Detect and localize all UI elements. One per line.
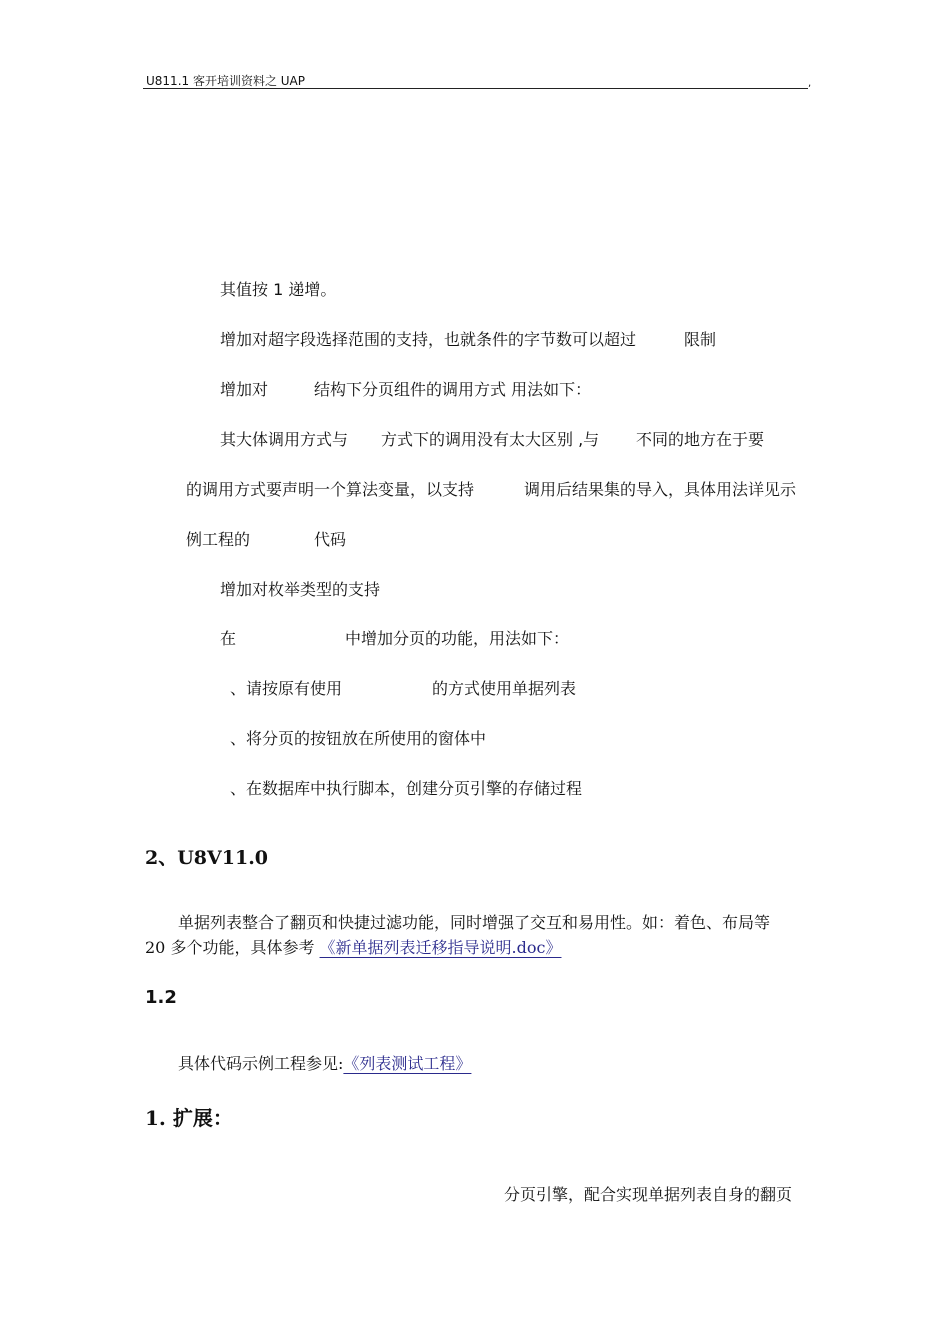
text-line-2b: 限制 — [684, 330, 717, 349]
new-list-guide-link[interactable]: 《新单据列表迁移指导说明.doc》 — [319, 938, 562, 957]
text-line-11: 、在数据库中执行脚本，创建分页引擎的存储过程 — [230, 779, 583, 798]
text-line-3a: 增加对 — [220, 380, 269, 399]
text-line-3b: 结构下分页组件的调用方式 用法如下： — [314, 380, 592, 399]
section-heading-extension: 1. 扩展： — [145, 1106, 233, 1130]
header-mark: , — [808, 78, 812, 89]
text-line-4b: 方式下的调用没有太大区别 ,与 — [381, 430, 600, 449]
u8-para-line-1: 单据列表整合了翻页和快捷过滤功能，同时增强了交互和易用性。如：着色、布局等 — [178, 913, 771, 932]
list-test-project-link[interactable]: 《列表测试工程》 — [343, 1054, 472, 1073]
text-line-4a: 其大体调用方式与 — [220, 430, 349, 449]
header-rule — [143, 88, 808, 89]
page-header-title: U811.1 客开培训资料之 UAP — [146, 74, 305, 88]
text-line-9b: 的方式使用单据列表 — [432, 679, 577, 698]
text-line-8b: 中增加分页的功能，用法如下： — [345, 629, 570, 648]
text-line-7: 增加对枚举类型的支持 — [220, 580, 381, 599]
text-line-10: 、将分页的按钮放在所使用的窗体中 — [230, 729, 487, 748]
section-heading-u8v11: 2、U8V11.0 — [145, 847, 269, 869]
text-line-9a: 、请按原有使用 — [230, 679, 343, 698]
paging-engine-line: 分页引擎，配合实现单据列表自身的翻页 — [504, 1185, 793, 1204]
text-line-5b: 调用后结果集的导入，具体用法详见示 — [524, 480, 797, 499]
text-line-6a: 例工程的 — [186, 530, 251, 549]
u8-para-line-2 — [145, 935, 561, 958]
text-line-1: 其值按 1 递增。 — [220, 280, 337, 299]
text-line-2a: 增加对超字段选择范围的支持，也就条件的字节数可以超过 — [220, 330, 637, 349]
text-line-4c: 不同的地方在于要 — [636, 430, 765, 449]
text-line-8a: 在 — [220, 629, 237, 648]
text-line-6b: 代码 — [314, 530, 347, 549]
text-line-5a: 的调用方式要声明一个算法变量，以支持 — [186, 480, 475, 499]
section-heading-1-2: 1.2 — [145, 987, 177, 1008]
section-1-2-para — [178, 1051, 471, 1074]
u8-para-prefix: 20 多个功能，具体参考 — [145, 938, 315, 957]
sample-project-prefix: 具体代码示例工程参见: — [178, 1054, 344, 1073]
